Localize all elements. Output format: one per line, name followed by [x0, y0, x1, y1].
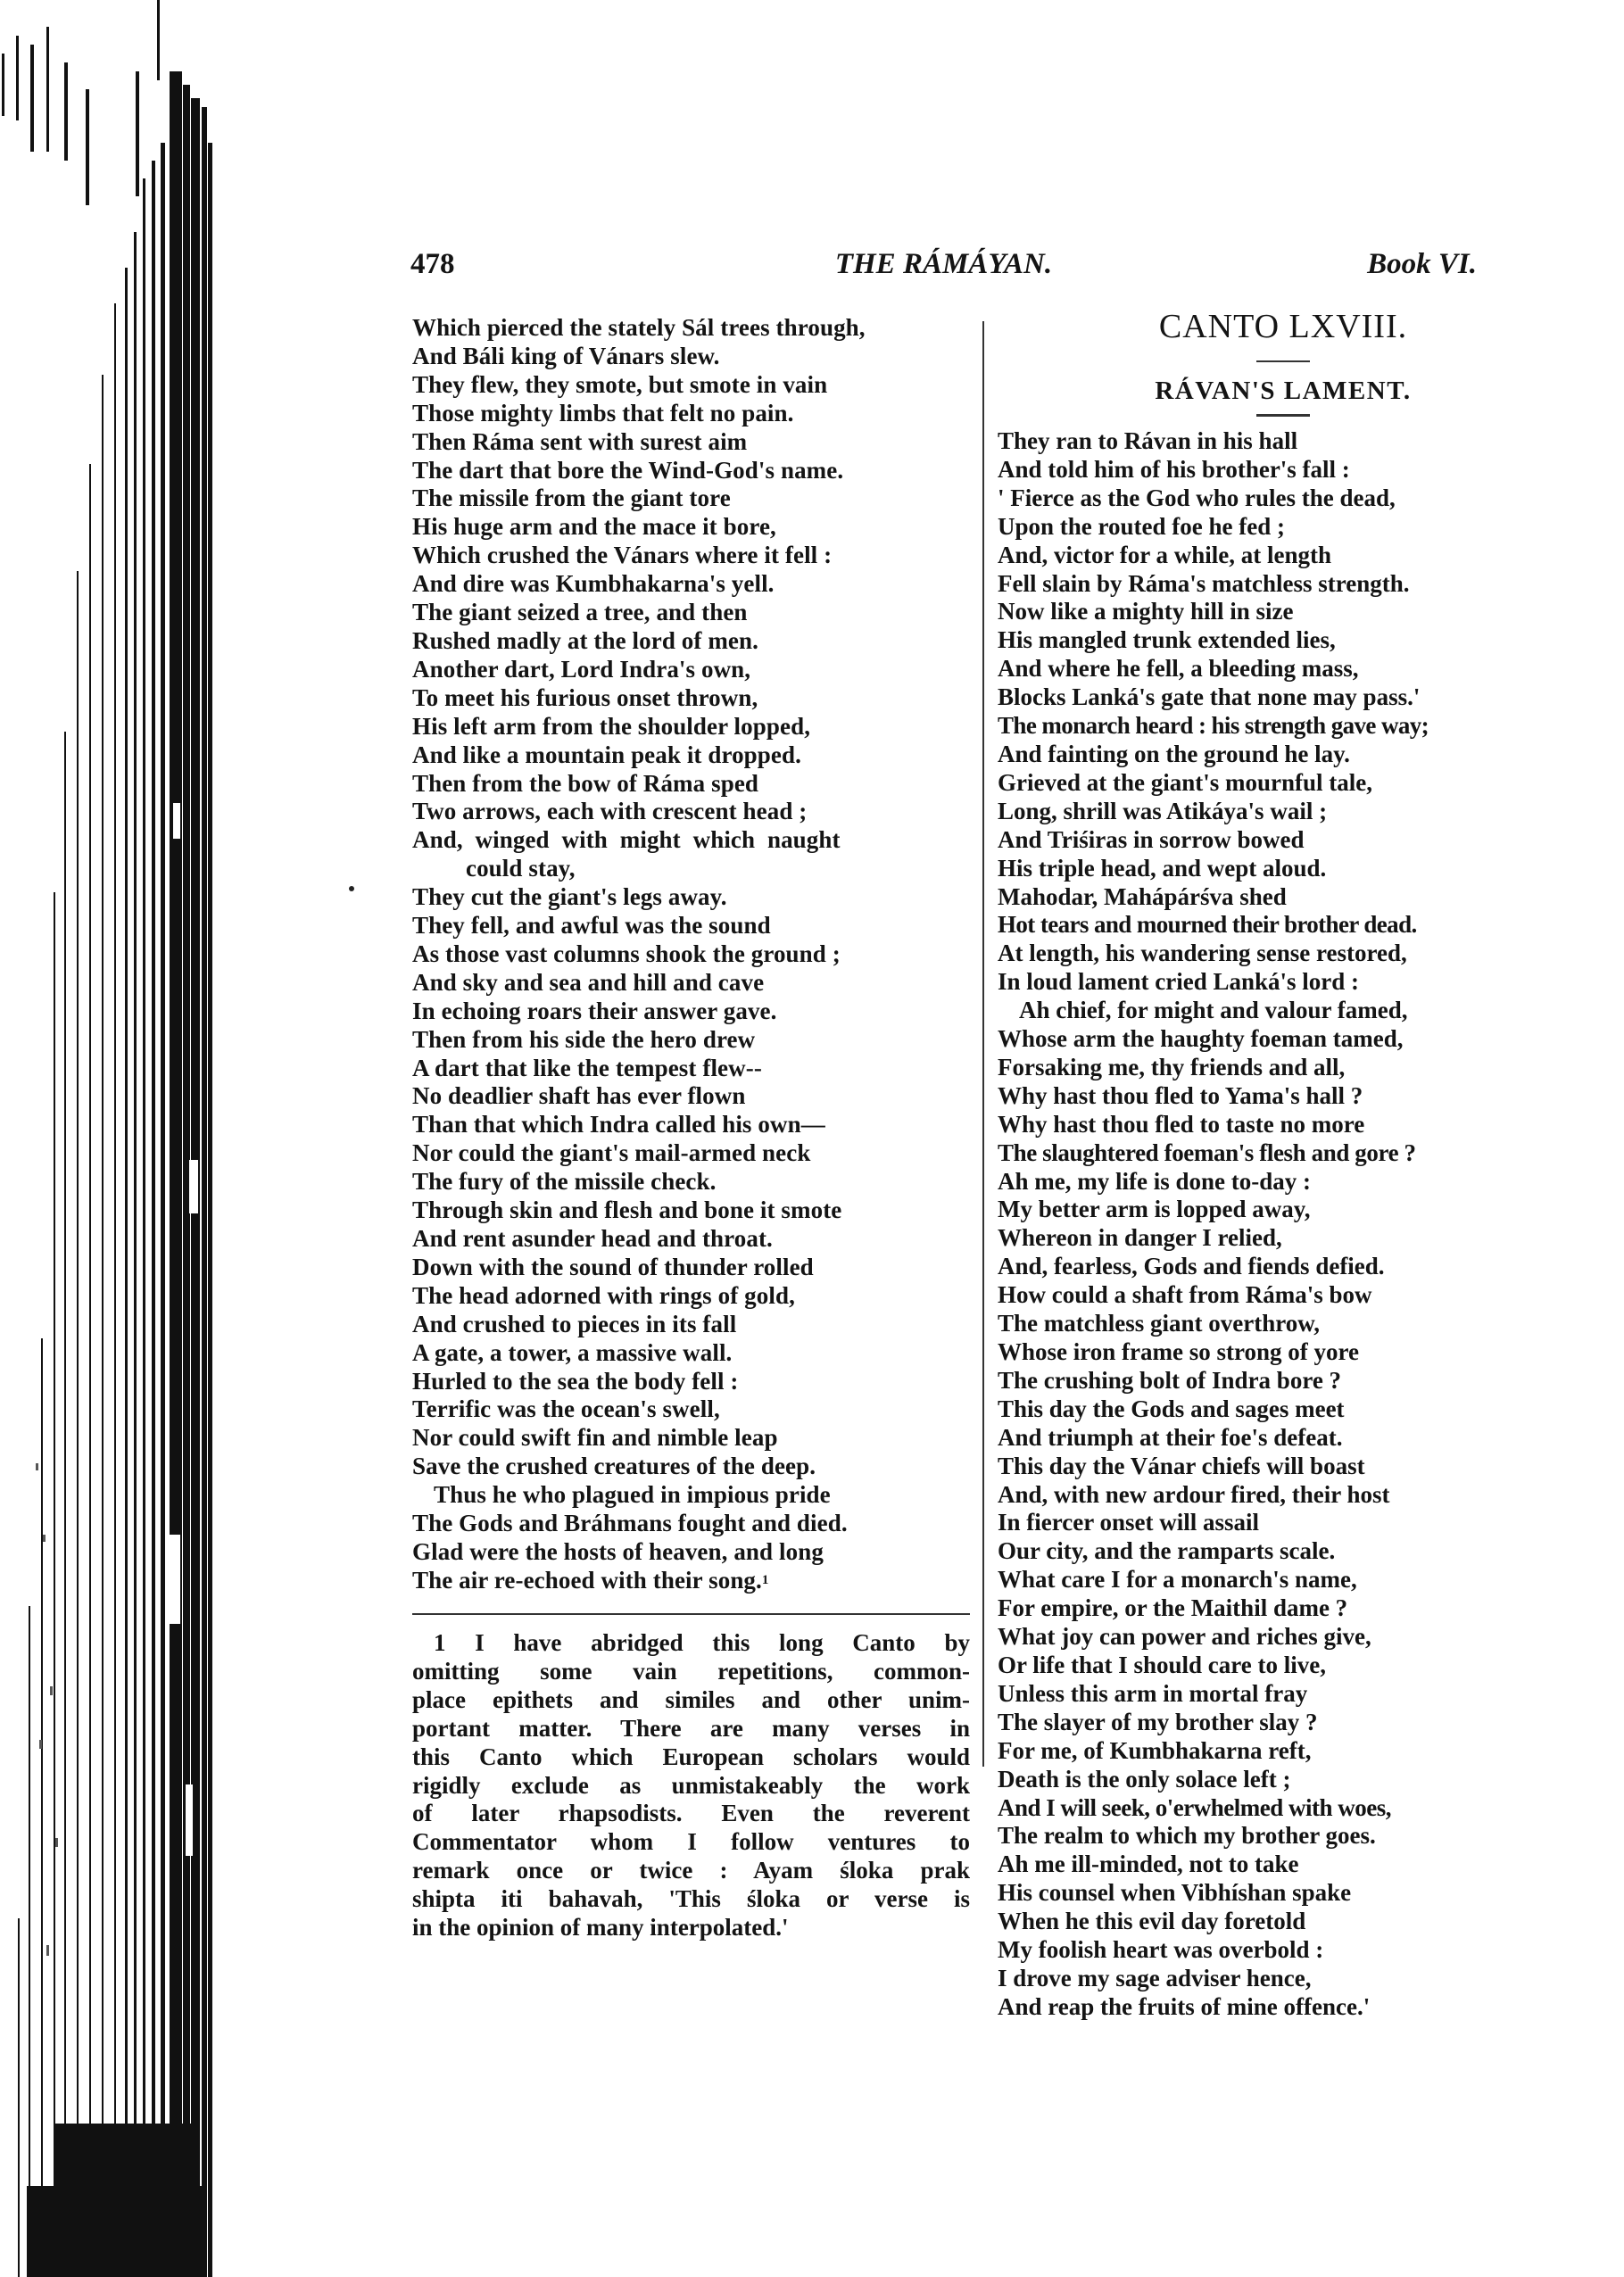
heading-rule: [1256, 360, 1310, 362]
verse-line: And like a mountain peak it dropped.: [412, 741, 801, 768]
footnote: [412, 1629, 970, 1942]
verse-line: The Gods and Bráhmans fought and died.: [412, 1510, 848, 1537]
verse-line: A gate, a tower, a massive wall.: [412, 1338, 733, 1366]
spine-edge-image: [0, 0, 303, 2277]
verse-line: Our city, and the ramparts scale.: [998, 1537, 1336, 1565]
verse-line: And reap the fruits of mine offence.': [998, 1992, 1371, 2020]
right-column: [998, 303, 1569, 2022]
footnote-line: place epithets and similes and other unim-: [412, 1685, 970, 1713]
verse-line: Terrific was the ocean's swell,: [412, 1395, 720, 1423]
verse-line: And where he fell, a bleeding mass,: [998, 655, 1359, 683]
verse-line: Mahodar, Mahápárśva shed: [998, 882, 1287, 910]
verse-line: Why hast thou fled to taste no more: [998, 1110, 1365, 1138]
margin-dot: [349, 886, 354, 891]
book-number: Book VI.: [1367, 248, 1477, 280]
verse-line: The head adorned with rings of gold,: [412, 1281, 795, 1309]
verse-line: His left arm from the shoulder lopped,: [412, 712, 811, 740]
verse-line: Hot tears and mourned their brother dead.: [998, 911, 1417, 939]
verse-line: Than that which Indra called his own—: [412, 1111, 825, 1138]
verse-line: And fainting on the ground he lay.: [998, 740, 1350, 767]
verse-line: What joy can power and riches give,: [998, 1623, 1371, 1651]
verse-line: The slayer of my brother slay ?: [998, 1708, 1318, 1735]
verse-line-text: The air re-echoed with their song.: [412, 1566, 762, 1594]
verse-line: Ah me ill-minded, not to take: [998, 1851, 1299, 1878]
verse-line: And Triśiras in sorrow bowed: [998, 825, 1305, 853]
canto-subheading: RÁVAN'S LAMENT.: [1155, 377, 1412, 405]
verse-line: Upon the routed foe he fed ;: [998, 512, 1285, 540]
verse-line: His counsel when Vibhíshan spake: [998, 1879, 1352, 1907]
verse-line: When he this evil day foretold: [998, 1908, 1306, 1935]
verse-line: What care I for a monarch's name,: [998, 1566, 1357, 1594]
verse-line: No deadlier shaft has ever flown: [412, 1082, 746, 1110]
verse-line: Now like a mighty hill in size: [998, 598, 1294, 625]
verse-line: His triple head, and wept aloud.: [998, 854, 1327, 882]
verse-line: The dart that bore the Wind-God's name.: [412, 456, 844, 484]
verse-line: The matchless giant overthrow,: [998, 1310, 1320, 1337]
verse-line: I drove my sage adviser hence,: [998, 1964, 1312, 1991]
verse-line: In loud lament cried Lanká's lord :: [998, 968, 1360, 996]
verse-line: Hurled to the sea the body fell :: [412, 1367, 739, 1395]
footnote-line: 1 I have abridged this long Canto by: [434, 1629, 970, 1656]
verse-line: Then from his side the hero drew: [412, 1025, 756, 1053]
verse-line: Long, shrill was Atikáya's wail ;: [998, 797, 1328, 824]
footnote-line: remark once or twice : Ayam śloka prak: [412, 1857, 970, 1884]
verse-line: And, winged with might which naught: [412, 826, 841, 854]
verse-line: Unless this arm in mortal fray: [998, 1679, 1308, 1707]
verse-line: Then from the bow of Ráma sped: [412, 769, 759, 797]
verse-line: And crushed to pieces in its fall: [412, 1310, 737, 1337]
verse-line: Nor could swift fin and nimble leap: [412, 1424, 778, 1452]
verse-line: To meet his furious onset thrown,: [412, 683, 758, 711]
verse-line: And, with new ardour fired, their host: [998, 1480, 1390, 1508]
verse-line: Down with the sound of thunder rolled: [412, 1253, 814, 1280]
verse-line: The missile from the giant tore: [412, 484, 731, 512]
footnote-line: Commentator whom I follow ventures to: [412, 1828, 970, 1856]
verse-line: Blocks Lanká's gate that none may pass.': [998, 683, 1421, 711]
verse-line: And, fearless, Gods and fiends defied.: [998, 1253, 1385, 1280]
verse-line: Through skin and flesh and bone it smote: [412, 1196, 842, 1224]
verse-line: For empire, or the Maithil dame ?: [998, 1594, 1348, 1622]
verse-line: And I will seek, o'erwhelmed with woes,: [998, 1793, 1391, 1821]
verse-line: This day the Vánar chiefs will boast: [998, 1452, 1365, 1479]
verse-line: Save the crushed creatures of the deep.: [412, 1453, 816, 1480]
running-title: THE RÁMÁYAN.: [834, 248, 1053, 280]
verse-line: Whereon in danger I relied,: [998, 1224, 1282, 1252]
verse-line: His huge arm and the mace it bore,: [412, 513, 776, 541]
verse-line: The giant seized a tree, and then: [412, 599, 748, 626]
column-divider: [982, 321, 984, 1767]
book-spine-edge: [0, 0, 303, 2277]
verse-line-final: [412, 1567, 983, 1595]
verse-line: In fiercer onset will assail: [998, 1509, 1259, 1536]
verse-line: Or life that I should care to live,: [998, 1651, 1326, 1678]
footnote-line: omitting some vain repetitions, common-: [412, 1657, 970, 1685]
verse-line: How could a shaft from Ráma's bow: [998, 1281, 1372, 1309]
verse-line: Grieved at the giant's mournful tale,: [998, 768, 1372, 796]
running-header: [410, 248, 1477, 284]
verse-line: Which pierced the stately Sál trees through,: [412, 314, 866, 341]
verse-line: And triumph at their foe's defeat.: [998, 1423, 1343, 1451]
verse-line: Which crushed the Vánars where it fell :: [412, 542, 833, 569]
footnote-line: this Canto which European scholars would: [412, 1743, 970, 1770]
verse-line: Fell slain by Ráma's matchless strength.: [998, 569, 1410, 597]
verse-line: And, victor for a while, at length: [998, 541, 1331, 568]
page-number: 478: [410, 248, 455, 280]
verse-line: And told him of his brother's fall :: [998, 455, 1350, 483]
verse-line: The fury of the missile check.: [412, 1168, 717, 1196]
verse-line: The crushing bolt of Indra bore ?: [998, 1366, 1342, 1394]
verse-line: A dart that like the tempest flew--: [412, 1054, 762, 1081]
footnote-line: in the opinion of many interpolated.': [412, 1914, 789, 1942]
verse-line: The realm to which my brother goes.: [998, 1822, 1376, 1850]
footnote-line: portant matter. There are many verses in: [412, 1714, 970, 1742]
verse-line: And sky and sea and hill and cave: [412, 968, 765, 996]
verse-line: The slaughtered foeman's flesh and gore ?: [998, 1138, 1416, 1166]
subheading-rule: [1256, 414, 1310, 417]
verse-line: As those vast columns shook the ground ;: [412, 940, 841, 967]
verse-line: Death is the only solace left ;: [998, 1765, 1291, 1793]
verse-line-indented: Ah chief, for might and valour famed,: [1019, 997, 1408, 1024]
verse-line-continuation: could stay,: [466, 855, 576, 882]
verse-line: Whose iron frame so strong of yore: [998, 1338, 1359, 1365]
verse-line: My better arm is lopped away,: [998, 1196, 1311, 1223]
verse-line: Two arrows, each with crescent head ;: [412, 798, 808, 825]
footnote-rule: [412, 1613, 970, 1615]
verse-line: Another dart, Lord Indra's own,: [412, 655, 751, 683]
footnote-line: shipta iti bahavah, 'This śloka or verse is: [412, 1885, 970, 1913]
footnote-marker: 1: [761, 1572, 769, 1587]
verse-line: The monarch heard : his strength gave way;: [998, 712, 1429, 740]
verse-line: And rent asunder head and throat.: [412, 1225, 773, 1252]
verse-line: Those mighty limbs that felt no pain.: [412, 399, 794, 426]
footnote-line: rigidly exclude as unmistakeably the work: [412, 1771, 970, 1799]
verse-line: They fell, and awful was the sound: [412, 912, 771, 940]
verse-line: His mangled trunk extended lies,: [998, 626, 1336, 654]
verse-line: Forsaking me, thy friends and all,: [998, 1053, 1346, 1081]
left-column: [412, 314, 983, 1595]
verse-line: This day the Gods and sages meet: [998, 1395, 1345, 1422]
verse-line: My foolish heart was overbold :: [998, 1936, 1324, 1964]
verse-line: Glad were the hosts of heaven, and long: [412, 1537, 824, 1565]
canto-heading: CANTO LXVIII.: [1158, 308, 1408, 345]
verse-line: And Báli king of Vánars slew.: [412, 342, 720, 369]
verse-line: And dire was Kumbhakarna's yell.: [412, 570, 775, 598]
verse-line: They ran to Rávan in his hall: [998, 427, 1298, 454]
footnote-line: of later rhapsodists. Even the reverent: [412, 1800, 970, 1827]
verse-line: They flew, they smote, but smote in vain: [412, 370, 828, 398]
verse-line: ' Fierce as the God who rules the dead,: [998, 484, 1396, 511]
verse-line: Whose arm the haughty foeman tamed,: [998, 1025, 1404, 1053]
verse-line: Why hast thou fled to Yama's hall ?: [998, 1081, 1363, 1109]
verse-line: In echoing roars their answer gave.: [412, 997, 777, 1024]
verse-line-indented: Thus he who plagued in impious pride: [434, 1481, 831, 1509]
verse-line: Ah me, my life is done to-day :: [998, 1167, 1311, 1195]
verse-line: For me, of Kumbhakarna reft,: [998, 1736, 1312, 1764]
verse-line: Then Ráma sent with surest aim: [412, 427, 748, 455]
verse-line: They cut the giant's legs away.: [412, 883, 727, 911]
verse-line: At length, his wandering sense restored,: [998, 940, 1407, 967]
verse-line: Nor could the giant's mail-armed neck: [412, 1139, 811, 1167]
verse-line: Rushed madly at the lord of men.: [412, 626, 758, 654]
